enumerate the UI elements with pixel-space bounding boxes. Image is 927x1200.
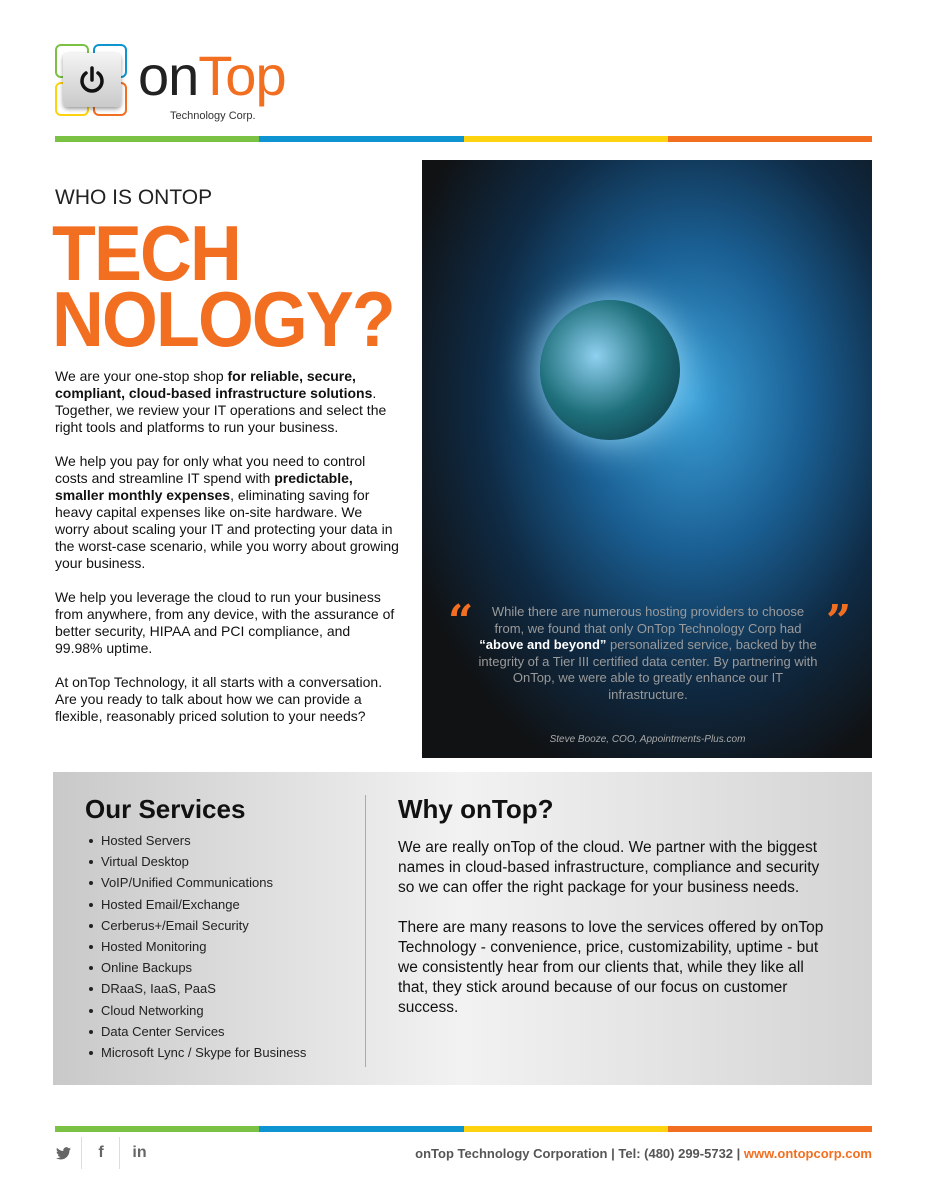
globe-image xyxy=(540,300,680,440)
intro-text: We are your one-stop shop for reliable, secure, compliant, cloud-based infrastructure solutions. Together, we review your IT operations and select the right tools and platforms to run your business. We help you pay for only what you need to control costs and streamline IT spend with predictable, smaller monthly expenses, eliminating saving for heavy capital expenses like on-site hardware. We worry about scaling your IT and protecting your data in the worst-case scenario, while you worry about growing your business. We help you leverage the cloud to run your business from anywhere, from any device, with the assurance of better security, HIPAA and PCI compliance, and 99.98% uptime. At onTop Technology, it all starts with a conversation. Are you ready to talk about how we can provide a flexible, reasonably priced solution to your needs? xyxy=(55,368,399,724)
hero-title: TECH NOLOGY? xyxy=(52,209,394,363)
testimonial-quote: While there are numerous hosting providers to choose from, we found that only OnTop Technology Corp had “above and beyond” personalized service, backed by the integrity of a Tier III certified data center. By partnering with OnTop, we were able to greatly enhance our IT infrastructure. xyxy=(478,604,818,702)
open-quote-icon: “ xyxy=(448,596,474,647)
linkedin-icon[interactable]: in xyxy=(132,1144,147,1161)
color-divider-bottom xyxy=(55,1126,872,1132)
color-divider-top xyxy=(55,136,872,142)
panel-divider xyxy=(365,795,366,1067)
brand-tagline: Technology Corp. xyxy=(170,110,256,122)
why-text: We are really onTop of the cloud. We partner with the biggest names in cloud-based infrastructure, compliance and security so we can offer the right package for your business needs. There are many reasons to love the services offered by onTop Technology - convenience, price, customizability, uptime - but we consistently hear from our clients that, while they like all that, they stick around because of our focus on customer success. xyxy=(398,839,824,1016)
facebook-icon[interactable]: f xyxy=(83,1137,120,1169)
twitter-icon[interactable] xyxy=(45,1137,82,1169)
close-quote-icon: ” xyxy=(826,596,852,647)
service-item: Online Backups xyxy=(87,957,306,978)
footer-contact: onTop Technology Corporation | Tel: (480) 299-5732 | www.ontopcorp.com xyxy=(415,1146,872,1161)
power-icon xyxy=(63,53,121,107)
testimonial-attribution: Steve Booze, COO, Appointments-Plus.com xyxy=(549,734,746,745)
service-item: Hosted Servers xyxy=(87,830,306,851)
service-item: DRaaS, IaaS, PaaS xyxy=(87,978,306,999)
why-title: Why onTop? xyxy=(398,794,554,824)
website-link[interactable]: www.ontopcorp.com xyxy=(743,1146,872,1161)
services-list xyxy=(87,830,306,1063)
service-item: Cerberus+/Email Security xyxy=(87,915,306,936)
service-item: Virtual Desktop xyxy=(87,851,306,872)
service-item: VoIP/Unified Communications xyxy=(87,872,306,893)
kicker: WHO IS ONTOP xyxy=(55,186,213,209)
service-item: Microsoft Lync / Skype for Business xyxy=(87,1042,306,1063)
service-item: Data Center Services xyxy=(87,1021,306,1042)
services-title: Our Services xyxy=(85,794,246,824)
service-item: Cloud Networking xyxy=(87,1000,306,1021)
service-item: Hosted Email/Exchange xyxy=(87,894,306,915)
service-item: Hosted Monitoring xyxy=(87,936,306,957)
brand-name: onTop xyxy=(138,44,286,107)
